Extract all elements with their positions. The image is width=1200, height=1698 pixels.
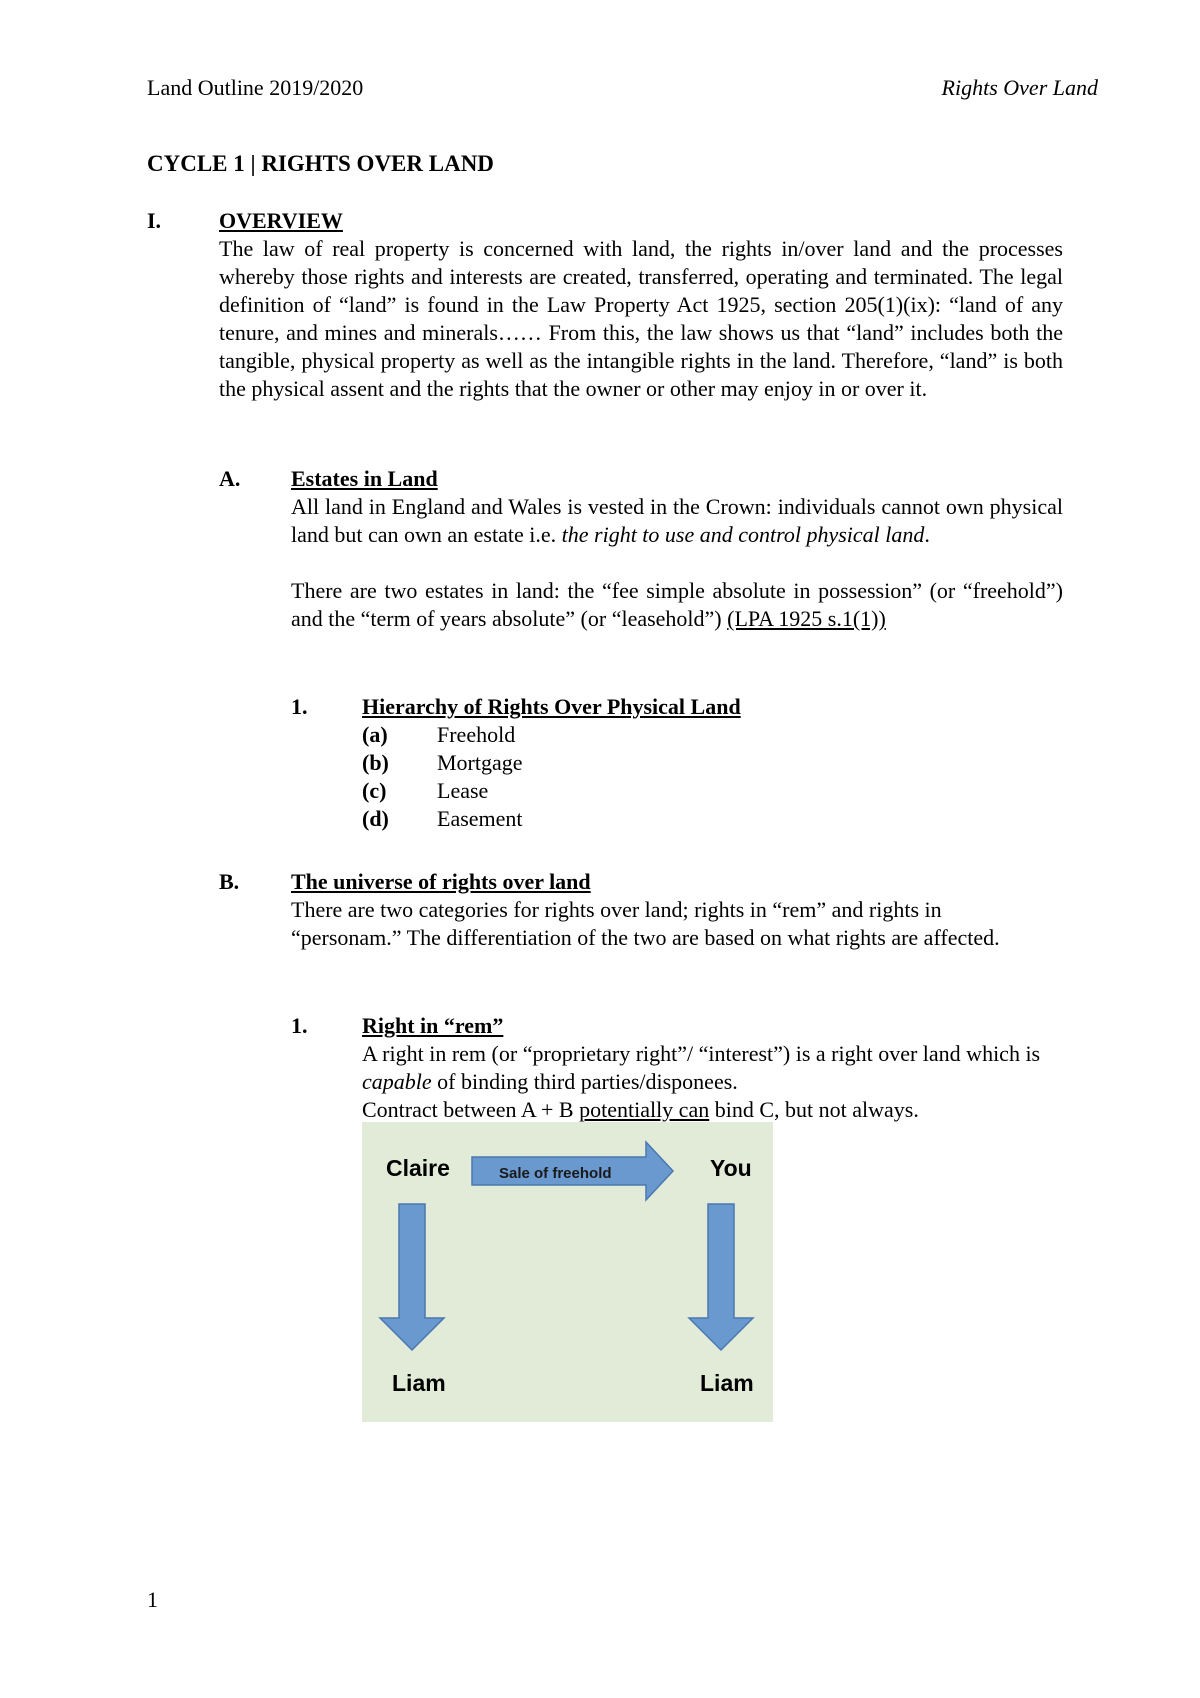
header-right: Rights Over Land — [941, 75, 1098, 100]
overview-paragraph: The law of real property is concerned with land, the rights in/over land and the processes whereby those rights and interests are created, transferred, operating and terminated. The legal definition of “land” is found in the Law Property Act 1925, section 205(1)(ix): “land of any tenure, and mines and minerals…… From this, the law shows us that “land” includes both the tangible, physical property as well as the intangible rights in the land. Therefore, “land” is both the physical assent and the rights that the owner or other may enjoy in or over it. — [219, 236, 1063, 401]
list-item-text: Freehold — [437, 722, 516, 747]
list-item-label: (b) — [362, 750, 389, 775]
estates-paragraph-1 — [291, 493, 1063, 549]
party-you: You — [710, 1155, 752, 1181]
sale-arrow-label: Sale of freehold — [499, 1165, 612, 1182]
estates-paragraph-2 — [291, 577, 1063, 633]
list-number: 1. — [291, 1013, 308, 1038]
rem-p1-italic: capable — [362, 1069, 432, 1094]
list-item-label: (c) — [362, 778, 387, 803]
list-item-label: (d) — [362, 806, 389, 831]
universe-paragraph: There are two categories for rights over land; rights in “rem” and rights in “personam.” The differentiation of the two are based on what rights are affected. — [291, 897, 1000, 950]
hierarchy-heading: Hierarchy of Rights Over Physical Land — [362, 694, 741, 719]
section-heading-overview: OVERVIEW — [219, 208, 343, 233]
statute-reference: (LPA 1925 s.1(1)) — [727, 606, 886, 631]
estates-p1-end: . — [924, 522, 930, 547]
rights-diagram — [362, 1122, 773, 1422]
page-number: 1 — [147, 1587, 158, 1612]
rem-paragraph-1 — [362, 1040, 1042, 1096]
down-arrow-right — [689, 1204, 753, 1350]
subsection-number: A. — [219, 466, 241, 491]
rem-p2-end: bind C, but not always. — [709, 1097, 919, 1122]
party-liam-left: Liam — [392, 1370, 446, 1396]
list-item-label: (a) — [362, 722, 388, 747]
right-in-rem-heading: Right in “rem” — [362, 1013, 504, 1038]
header-left: Land Outline 2019/2020 — [147, 75, 364, 100]
party-liam-right: Liam — [700, 1370, 754, 1396]
party-claire: Claire — [386, 1155, 450, 1181]
rem-p1-end: of binding third parties/disponees. — [431, 1069, 738, 1094]
subsection-heading-universe: The universe of rights over land — [291, 869, 591, 894]
section-number: I. — [147, 208, 162, 233]
subsection-number: B. — [219, 869, 240, 894]
subsection-heading-estates: Estates in Land — [291, 466, 438, 491]
list-item-text: Mortgage — [437, 750, 523, 775]
list-number: 1. — [291, 694, 308, 719]
rem-paragraph-2 — [362, 1096, 1062, 1124]
estates-p1-italic: the right to use and control physical land — [561, 522, 925, 547]
estates-p2-text: There are two estates in land: the “fee simple absolute in possession” (or “freehold”) and the “term of years absolute” (or “leasehold”) — [291, 578, 1063, 631]
rem-p2-underlined: potentially can — [579, 1097, 710, 1122]
rem-p2-text: Contract between A + B — [362, 1097, 580, 1122]
down-arrow-left — [380, 1204, 444, 1350]
list-item-text: Lease — [437, 778, 489, 803]
estates-p1-text: All land in England and Wales is vested in the Crown: individuals cannot own physical land but can own an estate i.e. — [291, 494, 1063, 547]
page-title: CYCLE 1 | RIGHTS OVER LAND — [147, 151, 494, 176]
rem-p1-text: A right in rem (or “proprietary right”/ “interest”) is a right over land which is — [362, 1041, 1041, 1066]
list-item-text: Easement — [437, 806, 523, 831]
